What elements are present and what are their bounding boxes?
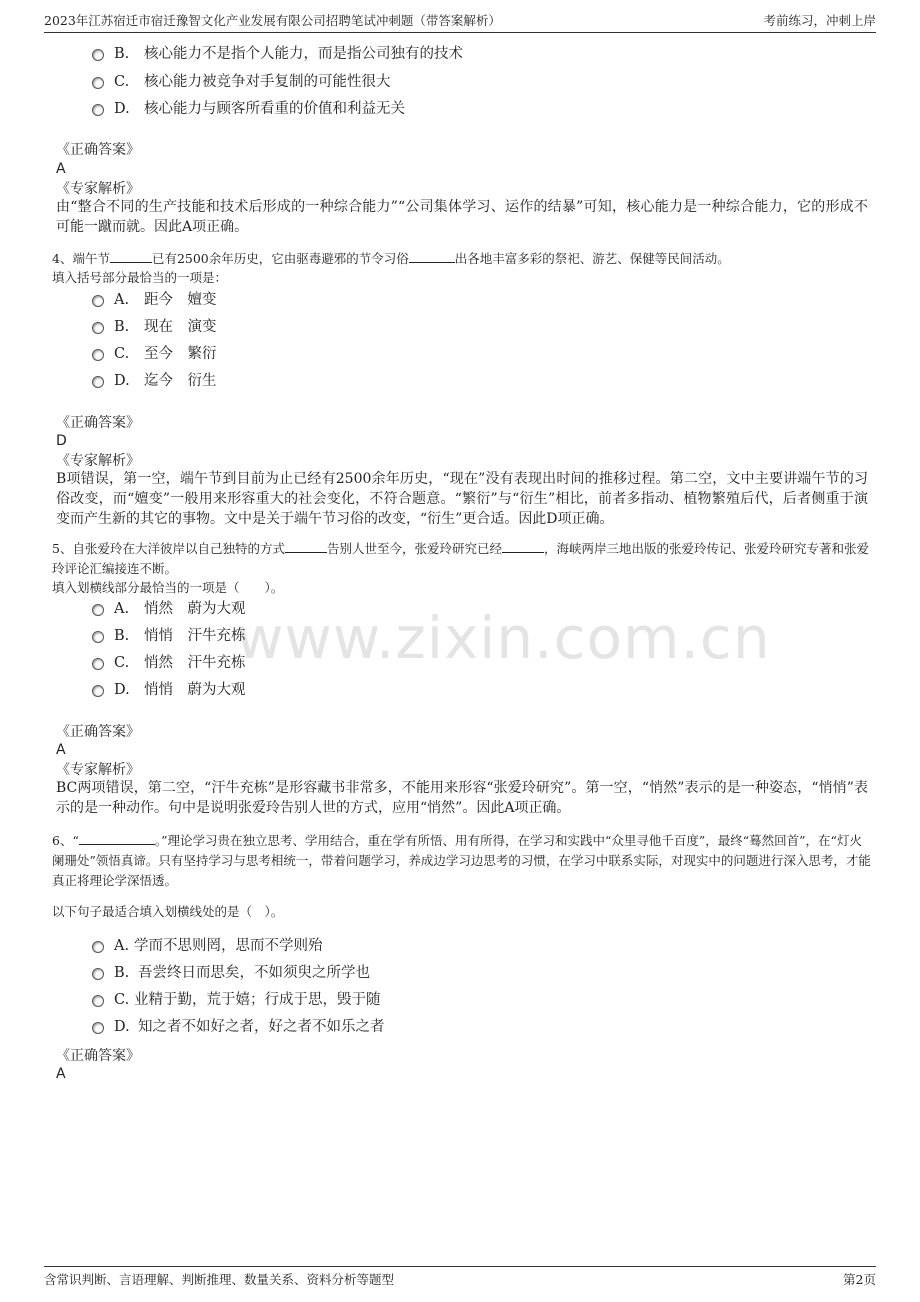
option-text: 悄悄 汗牛充栋 [144,628,246,644]
q4-expert-analysis-label: 《专家解析》 [56,453,140,469]
option-text: 至今 繁衍 [144,346,217,362]
option-letter: B. [114,965,130,981]
q4-stem-part3: 出各地丰富多彩的祭祀、游艺、保健等民间活动。 [454,251,730,266]
option-text: 距今 嬗变 [144,292,217,308]
radio-button[interactable] [92,376,104,388]
option-letter: D. [114,682,130,698]
q5-stem [52,538,872,579]
option-text: 核心能力不是指个人能力，而是指公司独有的技术 [144,46,463,62]
option-letter: D. [114,373,130,389]
option-text: 悄然 蔚为大观 [144,601,246,617]
blank-line [502,538,544,553]
q4-answer: D [56,433,67,449]
q6-stem-part2: 。”理论学习贵在独立思考、学用结合，重在学有所悟、用有所得，在学习和实践中“众里寻他千百度”，最终“蓦然回首”，在“灯火阑珊处”领悟真谛。只有坚持学习与思考相统一，带着问题学习，养成边学习边思考的习惯，在学习中联系实际，对现实中的问题进行深入思考，才能真正将理论学深悟透。 [52,833,871,888]
watermark: www.zixin.com.cn [236,604,771,672]
footer-topics: 含常识判断、言语理解、判断推理、数量关系、资料分析等题型 [44,1272,395,1287]
radio-button[interactable] [92,1022,104,1034]
q6-stem [52,830,872,891]
option-letter: B. [114,46,130,62]
q6-prompt: 以下句子最适合填入划横线处的是（ ）。 [52,904,284,919]
option-text: 现在 演变 [144,319,217,335]
option-letter: C. [114,655,130,671]
option-text: 核心能力被竞争对手复制的可能性很大 [144,74,391,90]
option-text: 核心能力与顾客所看重的价值和利益无关 [144,101,405,117]
option-letter: B. [114,319,130,335]
radio-button[interactable] [92,941,104,953]
radio-button[interactable] [92,322,104,334]
q4-analysis: B项错误，第一空，端午节到目前为止已经有2500余年历史，“现在”没有表现出时间的推移过程。第二空，文中主要讲端午节的习俗改变，而“嬗变”一般用来形容重大的社会变化，不符合题意。“繁衍”与“衍生”相比，前者多指动、植物繁殖后代，后者侧重于演变而产生新的其它的事物。文中是关于端午节习俗的改变，“衍生”更合适。因此D项正确。 [56,471,868,527]
q5-stem-part3: ，海峡两岸三地出版的张爱玲传记、张爱玲研究专著和张爱玲评论汇编接连不断。 [52,541,869,576]
header-slogan: 考前练习，冲刺上岸 [763,13,876,28]
q5-stem-part1: 5、自张爱玲在大洋彼岸以自己独特的方式 [52,541,285,556]
radio-button[interactable] [92,631,104,643]
option-letter: C. [114,346,130,362]
radio-button[interactable] [92,604,104,616]
q3-expert-analysis-label: 《专家解析》 [56,181,140,197]
option-letter: C. [114,74,130,90]
q5-correct-answer-label: 《正确答案》 [56,724,140,740]
option-letter: D. [114,101,130,117]
radio-button[interactable] [92,658,104,670]
page-number: 第2页 [843,1272,876,1287]
option-text: 学而不思则罔，思而不学则殆 [134,938,323,954]
option-text: 吾尝终日而思矣，不如须臾之所学也 [138,965,370,981]
radio-button[interactable] [92,995,104,1007]
radio-button[interactable] [92,295,104,307]
q6-answer: A [56,1066,66,1082]
q3-answer: A [56,161,66,177]
option-letter: A. [114,601,130,617]
q6-correct-answer-label: 《正确答案》 [56,1048,140,1064]
page-footer [44,1266,876,1293]
q3-correct-answer-label: 《正确答案》 [56,142,140,158]
radio-button[interactable] [92,104,104,116]
q4-prompt: 填入括号部分最恰当的一项是： [52,270,228,285]
blank-line [110,248,152,263]
q6-stem-part1: 6、“ [52,833,79,848]
option-text: 悄然 汗牛充栋 [144,655,246,671]
blank-line [409,248,455,263]
option-letter: B. [114,628,130,644]
blank-line [285,538,327,553]
q4-stem-part1: 4、端午节 [52,251,110,266]
radio-button[interactable] [92,77,104,89]
header-title: 2023年江苏宿迁市宿迁豫智文化产业发展有限公司招聘笔试冲刺题（带答案解析） [44,13,501,28]
option-text: 知之者不如好之者，好之者不如乐之者 [138,1019,385,1035]
q5-analysis: BC两项错误，第二空，“汗牛充栋”是形容藏书非常多，不能用来形容“张爱玲研究”。第一空，“悄然”表示的是一种姿态，“悄悄”表示的是一种动作。句中是说明张爱玲告别人世的方式，应用“悄然”。因此A项正确。 [56,780,868,816]
option-letter: C. [114,992,130,1008]
option-letter: A. [114,938,130,954]
radio-button[interactable] [92,968,104,980]
radio-button[interactable] [92,49,104,61]
q4-stem [52,248,872,269]
option-text: 迄今 衍生 [144,373,217,389]
q5-expert-analysis-label: 《专家解析》 [56,762,140,778]
q5-answer: A [56,742,66,758]
option-text: 悄悄 蔚为大观 [144,682,246,698]
q4-stem-part2: 已有2500余年历史，它由驱毒避邪的节令习俗 [151,251,409,266]
blank-line [79,830,155,845]
option-letter: A. [114,292,130,308]
q5-prompt: 填入划横线部分最恰当的一项是（ ）。 [52,580,284,595]
radio-button[interactable] [92,349,104,361]
radio-button[interactable] [92,685,104,697]
q5-stem-part2: 告别人世至今，张爱玲研究已经 [326,541,502,556]
option-text: 业精于勤，荒于嬉；行成于思，毁于随 [134,992,381,1008]
q4-correct-answer-label: 《正确答案》 [56,415,140,431]
q3-analysis: 由“整合不同的生产技能和技术后形成的一种综合能力”“公司集体学习、运作的结暴”可知，核心能力是一种综合能力，它的形成不可能一蹴而就。因此A项正确。 [56,199,868,235]
option-letter: D. [114,1019,130,1035]
